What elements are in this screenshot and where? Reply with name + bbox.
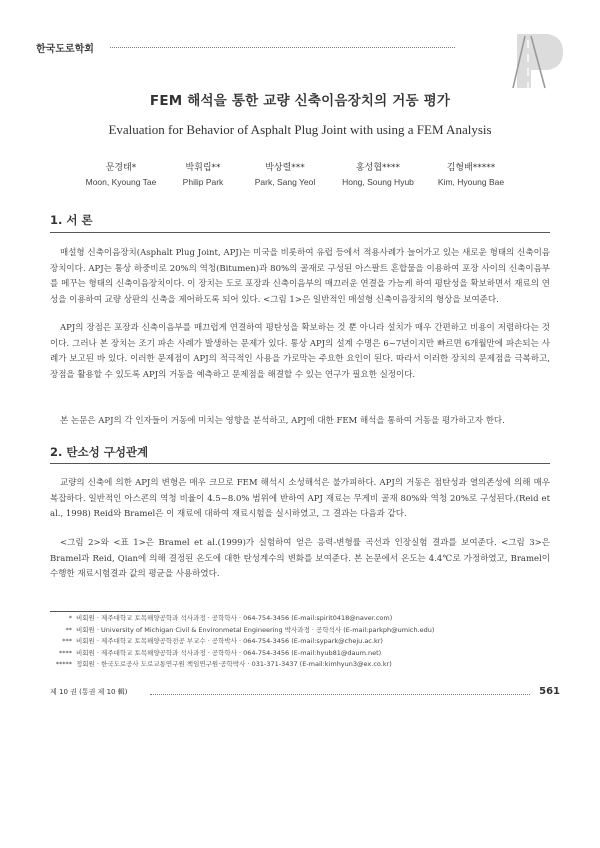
footnote-mark: **** [59,648,72,657]
footnote [50,625,470,637]
page-number: 561 [539,686,560,697]
author-2 [173,161,233,189]
author-name-korean: 박상렬*** [265,163,305,173]
footnote [50,613,470,625]
footnotes [50,613,470,671]
body-paragraph: 매설형 신축이음장치(Asphalt Plug Joint, APJ)는 미국을 비롯하여 유럽 등에서 적용사례가 늘어가고 있는 새로운 형태의 신축이음장치이다. APJ는 통상 하중비로 20%의 역청(Bitumen)과 80%의 골재로 구성된 아스팔트 혼합물을 이용하여 포장 사이의 신축이음부를 메꾸는 형태의 신축이음장치이다. 이 장치는 도로 포장과 신축이음부의 매끄러운 연결을 가능케 하여 평탄성을 확보하면서 재료의 연성을 이용하여 교량 상판의 신축을 제어하도록 되어 있다. <그림 1>은 일반적인 매설형 신축이음장치의 형상을 보여준다. [50,248,550,305]
author-4 [333,161,423,189]
footnote-rule [50,611,160,612]
footnote-mark: ** [65,625,72,634]
author-name-english: Kim, Hyoung Bae [437,177,505,187]
paper-title-korean: FEM 해석을 통한 교량 신축이음장치의 거동 평가 [149,93,451,109]
section-rule [50,463,550,464]
footnote [50,636,470,648]
body-paragraph: 본 논문은 APJ의 각 인자들이 거동에 미치는 영향을 분석하고, APJ에 대한 FEM 해석을 통하여 거동을 평가하고자 한다. [60,416,505,426]
footnote-text: 비회원 · 제주대학교 토목해양공학과 석사과정 · 공학학사 · 064-754-3456 (E-mail:hyub81@daum.net) [76,648,382,657]
journal-logo [455,22,565,92]
section-heading: 2. 탄소성 구성관계 [50,445,149,459]
author-name-english: Moon, Kyoung Tae [85,177,157,187]
volume-info: 제 10 권 (통권 제 10 輯) [50,688,128,696]
footnote-text: 정회원 · 한국도로공사 도로교통연구원 책임연구원·공학박사 · 031-371-3437 (E-mail:kimhyun3@ex.co.kr) [76,660,392,668]
footnote-text: 비회원 · University of Michigan Civil & Environmetal Engineering 박사과정 · 공학석사 (E-mail:parkph@umich.edu) [76,625,435,634]
author-name-english: Hong, Soung Hyub [342,177,414,187]
author-name-korean: 홍성협**** [355,163,401,173]
section-heading: 1. 서 론 [50,213,93,227]
footnote-mark: * [68,614,72,622]
author-name-english: Park, Sang Yeol [254,177,316,187]
footnote-mark: ***** [55,660,72,668]
author-name-english: Philip Park [182,177,224,187]
header-rule [110,47,455,48]
section-rule [50,232,550,233]
body-paragraph: APJ의 장점은 포장과 신축이음부를 매끄럽게 연결하여 평탄성을 확보하는 것 뿐 아니라 설치가 매우 간편하고 비용이 저렴하다는 것이다. 그러나 본 장치는 조기 파손 사례가 발생하는 문제가 있다. 통상 APJ의 설계 수명은 6~7년이지만 빠르면 6개월만에 파손되는 사례가 보고된 바 있다. 이러한 문제점이 APJ의 적극적인 사용을 가로막는 주요한 요인이 된다. 따라서 이러한 장치의 문제점을 극복하고, 장점을 활용할 수 있도록 APJ의 거동을 예측하고 문제점을 해결할 수 있는 연구가 필요한 실정이다. [50,323,550,380]
author-name-korean: 김형배***** [446,163,496,173]
body-paragraph: 교량의 신축에 의한 APJ의 변형은 매우 크므로 FEM 해석시 소성해석은 불가피하다. APJ의 거동은 점탄성과 열의존성에 의해 매우 복잡하다. 일반적인 아스콘의 역청 비율이 4.5~8.0% 범위에 반하여 APJ 재료는 무게비 골재 80%와 역청 20%로 구성된다.(Reid et al., 1998) Reid와 Bramel은 이 재료에 대하여 재료시험을 실시하였고, 그 결과는 다음과 같다. [50,478,550,519]
footnote [50,648,470,660]
author-1 [85,161,157,189]
author-5 [426,161,516,189]
author-name-korean: 문경태* [105,163,137,173]
footnote-mark: *** [62,637,72,645]
paper-title-english: Evaluation for Behavior of Asphalt Plug Joint with using a FEM Analysis [108,122,492,137]
journal-name: 한국도로학회 [36,44,94,55]
footnote-text: 비회원 · 제주대학교 토목해양공학과 석사과정 · 공학학사 · 064-754-3456 (E-mail:spirit0418@naver.com) [76,614,393,622]
author-name-korean: 박휘립** [185,163,221,173]
footnote [50,659,470,671]
footnote-text: 비회원 · 제주대학교 토목해양공학전공 부교수 · 공학박사 · 064-754-3456 (E-mail:sypark@cheju.ac.kr) [76,637,383,645]
body-paragraph: <그림 2>와 <표 1>은 Bramel et al.(1999)가 실험하여 얻은 응력-변형률 곡선과 인장실험 결과를 보여준다. <그림 3>은 Bramel과 Reid, Qian에 의해 결정된 온도에 대한 탄성계수의 변화를 보여준다. 본 논문에서 온도는 4.4℃로 가정하였고, Bramel이 수행한 재료시험결과 값의 평균을 사용하였다. [50,538,550,579]
author-3 [240,161,330,189]
footer-rule [150,694,530,695]
